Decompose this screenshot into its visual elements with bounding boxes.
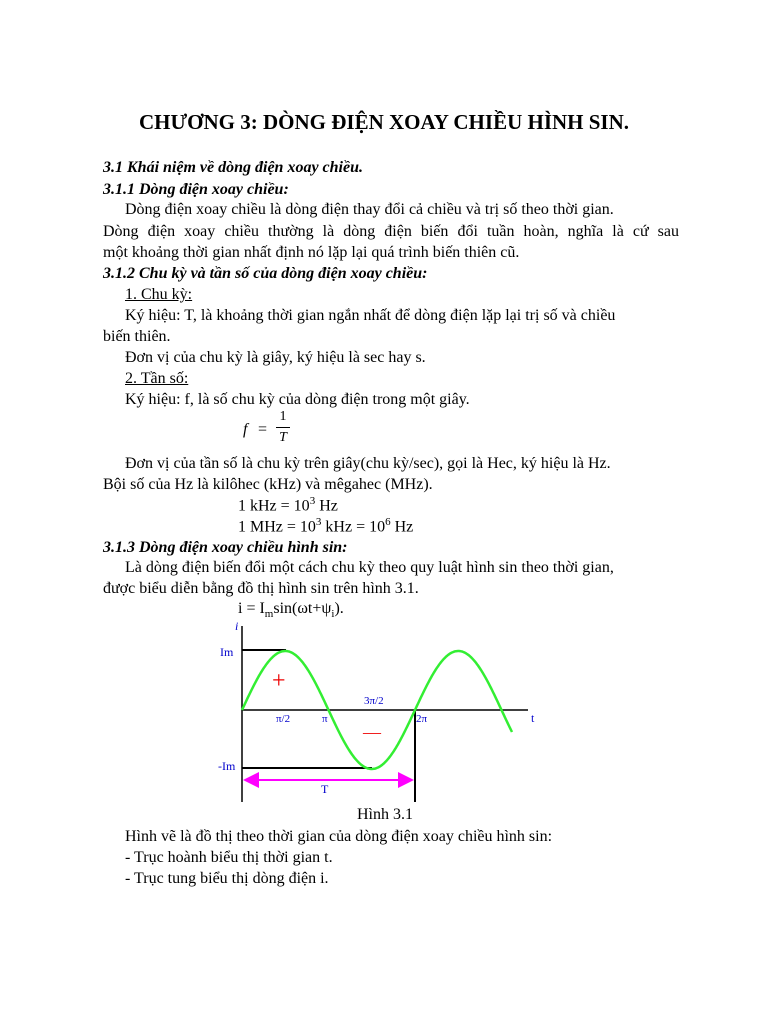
list-item: - Trục hoành biểu thị thời gian t. [125,849,333,866]
eq-part: i = I [238,600,265,617]
eq-sub-m: m [264,608,274,621]
paragraph-line: Đơn vị của chu kỳ là giây, ký hiệu là sec hay s. [125,349,426,366]
negative-half-symbol: — [363,722,381,742]
khz-equation [238,495,338,515]
paragraph-line: Hình vẽ là đồ thị theo thời gian của dòng điện xoay chiều hình sin: [125,828,553,845]
mhz-equation [238,516,413,536]
paragraph-line: được biểu diễn bằng đồ thị hình sin trên hình 3.1. [103,580,419,597]
tick-two-pi: 2π [416,713,428,725]
section-3-1-2-heading: 3.1.2 Chu kỳ và tần số của dòng điện xoay chiều: [103,265,428,282]
formula-denominator: T [279,430,287,445]
paragraph-line: một khoảng thời gian nhất định nó lặp lại quá trình biến thiên cũ. [103,244,520,261]
period-heading: 1. Chu kỳ: [125,286,193,303]
sine-wave-graph [210,618,550,808]
tick-pi-half: π/2 [276,713,291,725]
paragraph-line: Dòng điện xoay chiều thường là dòng điện biến đổi tuần hoàn, nghĩa là cứ sau [103,223,679,240]
paragraph-line: Dòng điện xoay chiều là dòng điện thay đổi cả chiều và trị số theo thời gian. [125,201,614,218]
khz-unit: Hz [315,497,338,515]
formula-fraction [276,409,290,446]
paragraph-line: Là dòng điện biến đổi một cách chu kỳ theo quy luật hình sin theo thời gian, [125,559,614,576]
eq-part: ). [334,600,344,617]
formula-equals: = [258,421,268,438]
mhz-unit: Hz [390,518,414,536]
eq-sub-i: i [331,608,335,621]
fraction-bar [276,427,290,428]
y-axis-label: i [235,619,239,633]
chapter-title: CHƯƠNG 3: DÒNG ĐIỆN XOAY CHIỀU HÌNH SIN. [138,110,630,134]
eq-part: sin(ωt+ψ [273,600,332,617]
formula-lhs: f [243,421,248,438]
frequency-heading: 2. Tần số: [125,370,189,387]
mhz-text: 1 MHz = 10 [238,518,316,536]
mhz-exponent: 3 [315,516,322,528]
paragraph-line: Ký hiệu: f, là số chu kỳ của dòng điện trong một giây. [125,391,470,408]
neg-im-label: -Im [218,759,236,773]
formula-numerator: 1 [279,409,287,424]
figure-caption: Hình 3.1 [357,806,413,823]
tick-pi: π [322,713,328,725]
mhz-exponent-2: 6 [385,516,391,528]
im-label: Im [220,645,234,659]
section-3-1-1-heading: 3.1.1 Dòng điện xoay chiều: [103,181,289,198]
section-3-1-heading: 3.1 Khái niệm về dòng điện xoay chiều. [103,159,363,176]
paragraph-line: Bội số của Hz là kilôhec (kHz) và mêgahec (MHz). [103,476,433,493]
section-3-1-3-heading: 3.1.3 Dòng điện xoay chiều hình sin: [103,539,348,556]
mhz-khz: kHz = 10 [321,518,386,536]
list-item: - Trục tung biểu thị dòng điện i. [125,870,329,887]
khz-exponent: 3 [309,495,316,507]
period-label: T [321,782,329,796]
khz-text: 1 kHz = 10 [238,497,310,515]
paragraph-line: Ký hiệu: T, là khoảng thời gian ngắn nhất để dòng điện lặp lại trị số và chiều [125,307,616,324]
tick-three-pi-half: 3π/2 [364,695,384,707]
paragraph-line: biến thiên. [103,328,171,345]
x-axis-label: t [531,711,535,725]
positive-half-symbol: + [272,668,286,694]
paragraph-line: Đơn vị của tần số là chu kỳ trên giây(chu kỳ/sec), gọi là Hec, ký hiệu là Hz. [125,455,611,472]
